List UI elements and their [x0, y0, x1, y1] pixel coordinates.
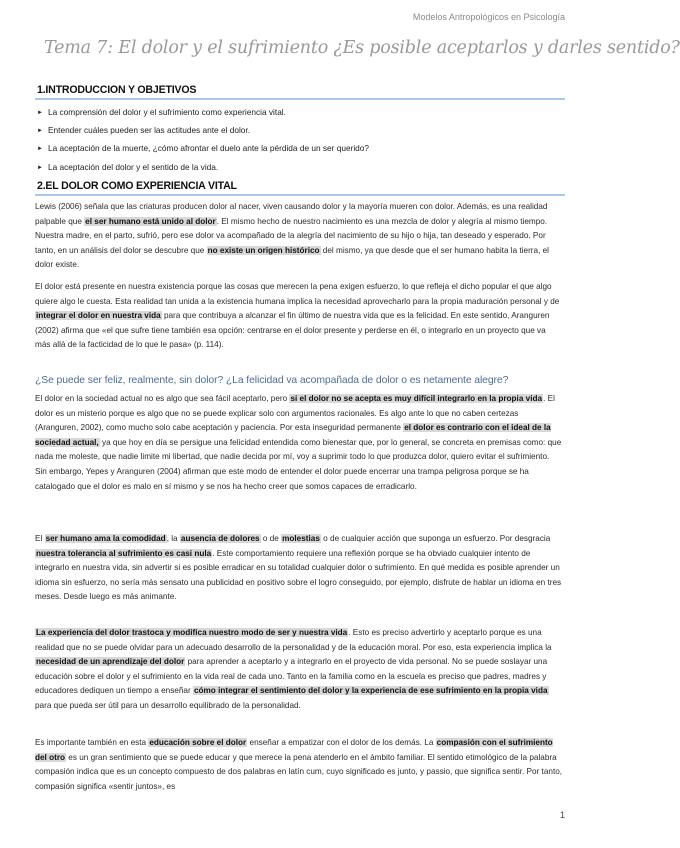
text-run: para que pueda ser útil para un desarrollo equilibrado de la personalidad. — [35, 700, 301, 710]
paragraph — [35, 532, 563, 605]
text-run: . Esto es preciso advertirlo y aceptarlo porque es una realidad que no se puede olvidar para un adecuado desarrollo de la personalidad y de la educación moral. Por eso, esta experiencia implica la — [35, 628, 552, 652]
highlighted-text: el ser humano está unido al dolor — [85, 216, 216, 226]
paragraph — [35, 736, 563, 794]
paragraph — [35, 200, 563, 273]
text-run: El dolor está presente en nuestra existencia porque las cosas que merecen la pena exigen esfuerzo, lo que refleja el dicho popular el que algo quiere algo le cuesta. Esta realidad tan unida a la existencia humana implica la necesidad aprovecharlo para la propia maduración personal y de — [35, 282, 560, 306]
text-run: o de cualquier acción que suponga un esfuerzo. Por desgracia — [320, 534, 551, 543]
highlighted-text: educación sobre el dolor — [149, 738, 247, 747]
page-number: 1 — [559, 810, 565, 820]
bullet-arrow-icon: ► — [37, 146, 43, 153]
highlighted-text: La experiencia del dolor trastoca y modifica nuestro modo de ser y nuestra vida — [36, 628, 348, 637]
section-heading-dolor: 2.EL DOLOR COMO EXPERIENCIA VITAL — [37, 180, 237, 192]
bullet-arrow-icon: ► — [37, 164, 43, 171]
text-run: ya que hoy en día se persigue una felicidad entendida como bienestar que, por lo general, se concreta en premisas como: que nada me moleste, que nadie limite mi libertad, que nadie decida por mí, voy a suprimir todo lo que produzca dolor, quiero evitar el sufrimiento. Sin embargo, Yepes y Aranguren (2004) afirman que este modo de entender el dolor puede encerrar una trampa peligrosa porque se ha catalogado que el dolor es malo en sí mismo y se nos ha hecho creer que somos capaces de erradicarlo. — [35, 437, 562, 491]
text-run: . El mismo hecho de nuestro nacimiento es una mezcla de dolor y alegría al mismo tiempo. Nuestra madre, en el parto, sufrió, pero ese dolor va acompañado de la alegría del nacimiento de su hijo o hija, tan deseado y esperado. Por tanto, en un análisis del dolor se descubre que — [35, 216, 548, 255]
text-run: es un gran sentimiento que se puede educar y que merece la pena atenderlo en el ámbito familiar. El sentido etimológico de la palabra compasión indica que es un concepto compuesto de dos palabras en latín cum, cuyo significado es junto, y passio, que significa sentir. Por tanto, compasión significa «sentir juntos», es — [35, 752, 563, 791]
paragraph — [35, 280, 563, 353]
text-run: para aprender a aceptarlo y a integrarlo en el proyecto de vida personal. No se puede soslayar una educación sobre el dolor y el sufrimiento en la vida real de cada uno. Tanto en la familia como en la escuela es preciso que padres, madres y educadores dediquen un tiempo a enseñar — [35, 657, 548, 696]
bullet-arrow-icon: ► — [37, 110, 43, 116]
text-run: El — [35, 534, 45, 543]
highlighted-text: el dolor es contrario con el ideal de la sociedad actual, — [35, 423, 551, 447]
running-header: Modelos Antropológicos en Psicología — [412, 12, 565, 22]
text-run: o de — [260, 534, 282, 543]
text-run: Es importante también en esta — [35, 738, 149, 747]
section-underline — [35, 194, 565, 196]
paragraph — [35, 392, 563, 494]
highlighted-text: nuestra tolerancia al sufrimiento es casi nula — [36, 548, 212, 558]
objectives-list — [37, 104, 369, 177]
text-run: El dolor en la sociedad actual no es algo que sea fácil aceptarlo, pero — [35, 394, 290, 403]
highlighted-text: cómo integrar el sentimiento del dolor y la experiencia de ese sufrimiento en la propia vida — [193, 686, 548, 696]
text-run: del mismo, ya que desde que el ser humano habita la tierra, el dolor existe. — [35, 245, 550, 270]
text-run: Lewis (2006) señala que las criaturas producen dolor al nacer, viven causando dolor y la mayoría mueren con dolor. Además, es una realidad palpable que — [35, 202, 548, 226]
text-run: . El dolor es un misterio porque es algo que no se puede explicar solo con argumentos racionales. Es algo ante lo que no caben certezas (Aranguren, 2002), como mucho solo cabe aceptación y paciencia. Por esta inseguridad permanente — [35, 394, 555, 433]
list-item: ► La aceptación de la muerte, ¿cómo afrontar el duelo ante la pérdida de un ser querido? — [37, 140, 369, 158]
section-underline — [35, 98, 565, 100]
highlighted-text: si el dolor no se acepta es muy difícil integrarlo en la propia vida — [290, 394, 543, 403]
highlighted-text: no existe un origen histórico — [207, 245, 320, 255]
highlighted-text: necesidad de un aprendizaje del dolor — [36, 657, 185, 667]
highlighted-text: compasión con el sufrimiento del otro — [35, 738, 553, 762]
highlighted-text: molestias — [282, 534, 320, 543]
guiding-question: ¿Se puede ser feliz, realmente, sin dolor? ¿La felicidad va acompañada de dolor o es netamente alegre? — [35, 375, 509, 386]
highlighted-text: integrar el dolor en nuestra vida — [36, 311, 161, 321]
highlighted-text: ser humano ama la comodidad — [45, 534, 166, 543]
list-item: ► Entender cuáles pueden ser las actitudes ante el dolor. — [37, 122, 369, 140]
highlighted-text: ausencia de dolores — [180, 534, 260, 543]
text-run: enseñar a empatizar con el dolor de los demás. La — [247, 738, 436, 747]
section-heading-intro: 1.INTRODUCCION Y OBJETIVOS — [37, 84, 197, 96]
paragraph — [35, 626, 563, 714]
list-item: ► La aceptación del dolor y el sentido de la vida. — [37, 159, 369, 177]
page-title: Tema 7: El dolor y el sufrimiento ¿Es posible aceptarlos y darles sentido? — [44, 38, 680, 58]
text-run: para que contribuya a alcanzar el fin último de nuestra vida que es la felicidad. En este sentido, Aranguren (2002) afirma que «el que sufre tiene también esa opción: centrarse en el dolor presente y perderse en él, o integrarlo en un proyecto que va más allá de la facticidad de lo que le pasa» (p. 114). — [35, 311, 550, 350]
bullet-arrow-icon: ► — [37, 128, 43, 135]
text-run: . Este comportamiento requiere una reflexión porque se ha obviado cualquier intento de integrarlo en nuestra vida, sin advertir si es posible erradicar en su totalidad cualquier dolor o sufrimiento. En qué medida es posible aprender un idioma sin esfuerzo, no sería más sensato una publicidad en positivo sobre el logro conseguido, por ejemplo, disfrute de hablar un idioma en tres meses. Desde luego es más animante. — [35, 548, 562, 602]
list-item: ► La comprensión del dolor y el sufrimiento como experiencia vital. — [37, 104, 369, 122]
text-run: , la — [166, 534, 180, 543]
